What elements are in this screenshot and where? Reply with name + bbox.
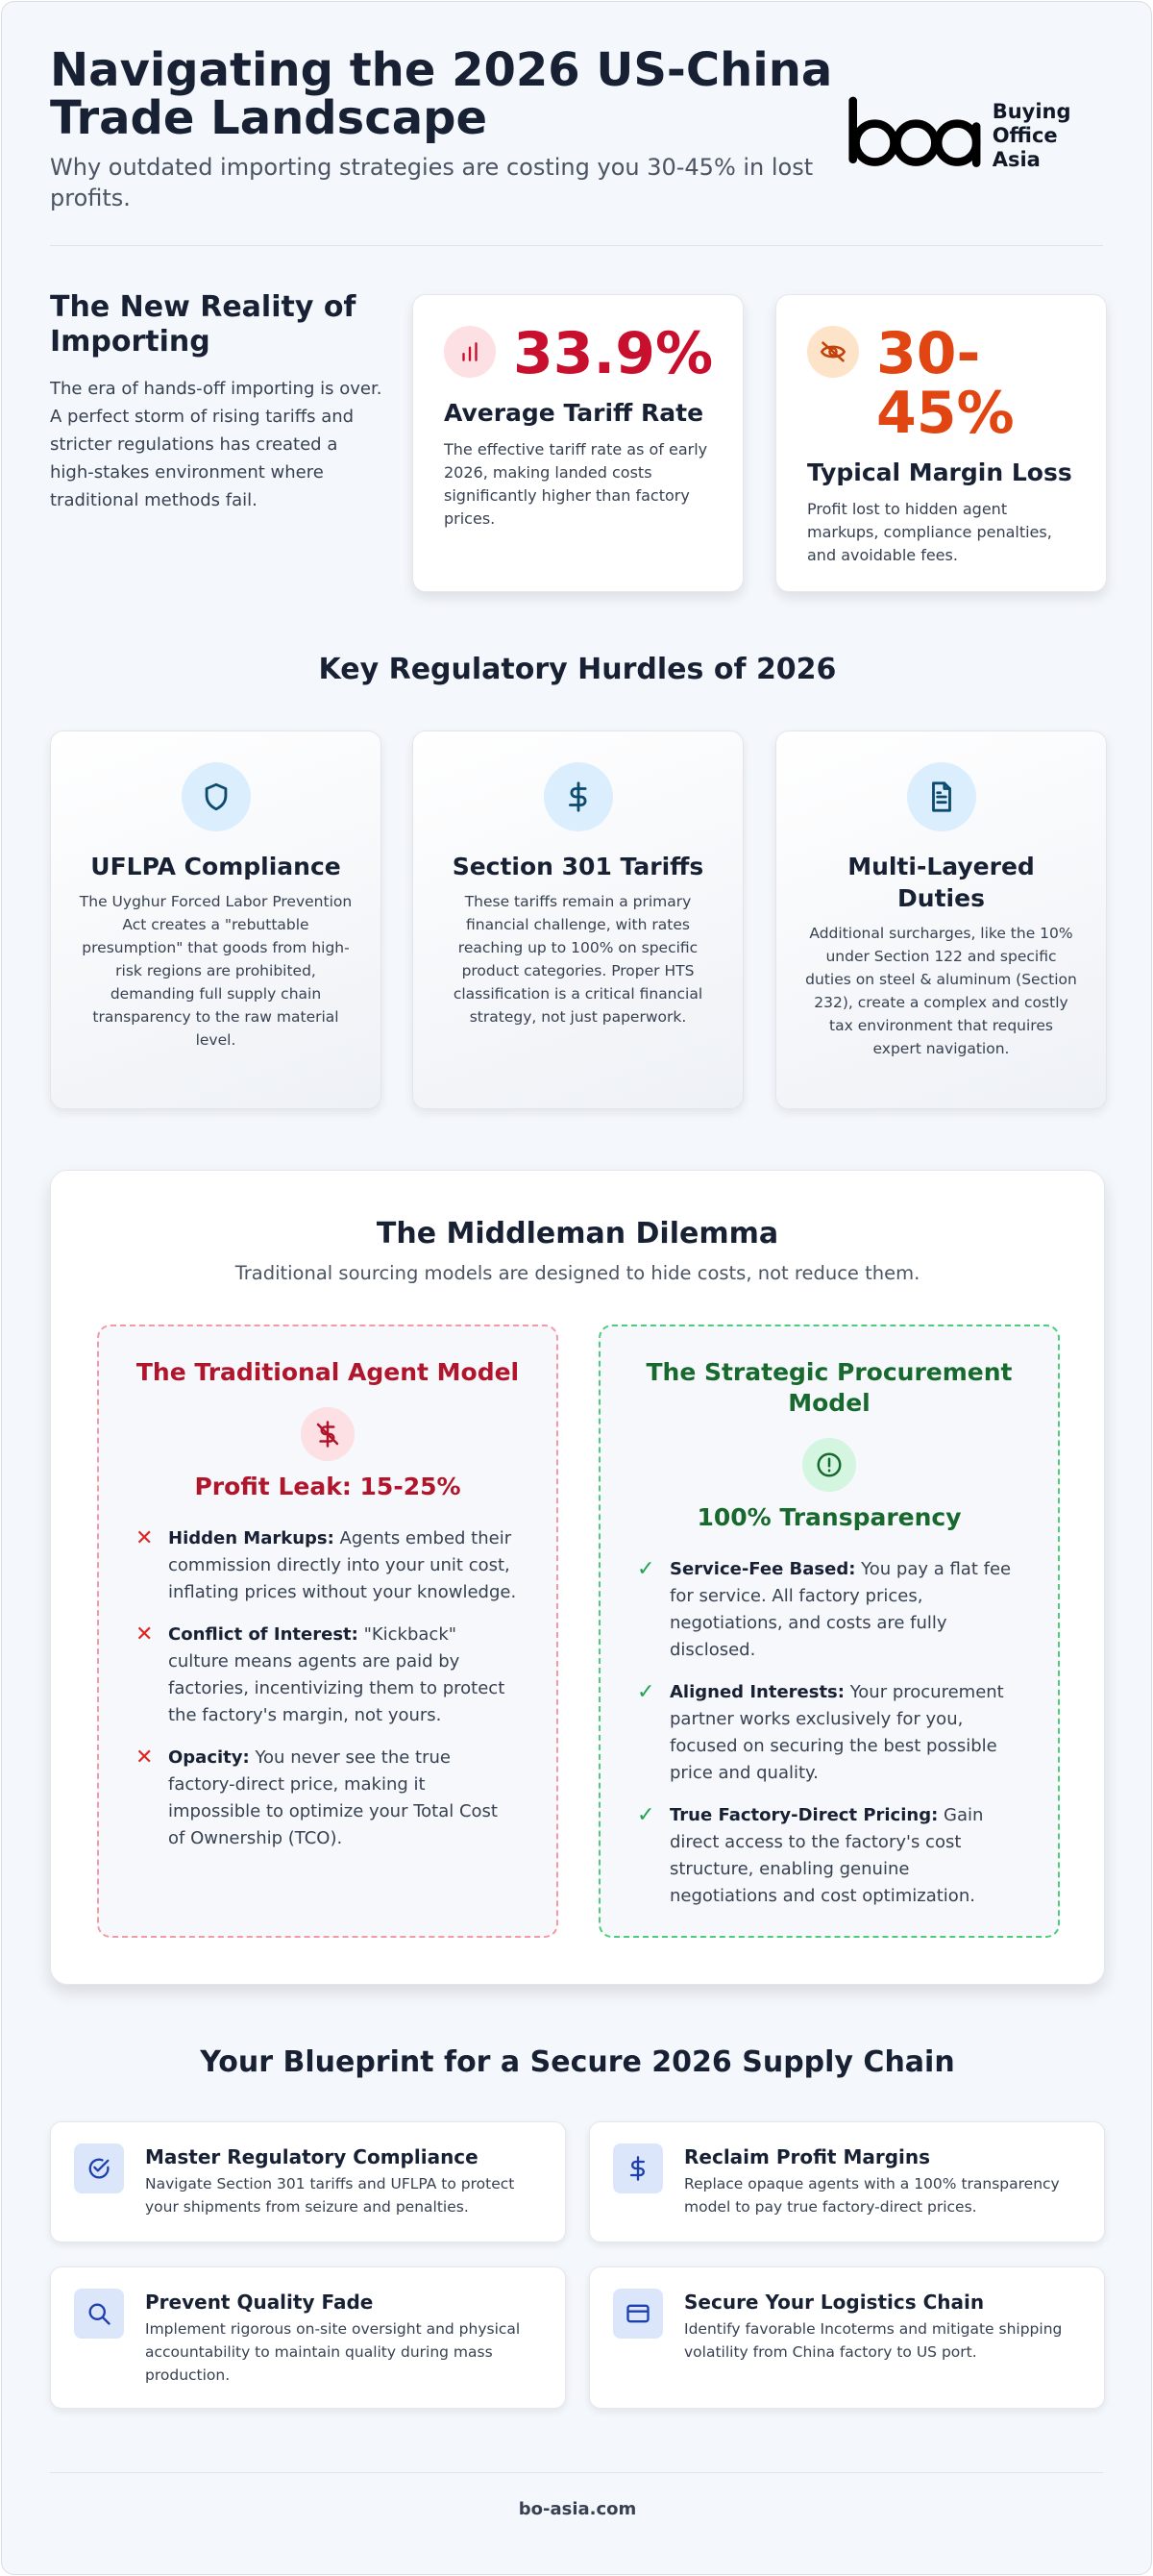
model-tag: Profit Leak: 15-25% — [194, 1473, 461, 1500]
hurdle-card-section-301 — [412, 731, 744, 1109]
footer-site-link[interactable]: bo-asia.com — [518, 2499, 637, 2519]
reality-text: The era of hands-off importing is over. A perfect storm of rising tariffs and stricter regulations has created a high-stakes environment where traditional methods fail. — [50, 379, 382, 510]
search-icon — [74, 2289, 124, 2339]
header-divider — [50, 245, 1103, 246]
blueprint-heading: Your Blueprint for a Secure 2026 Supply Chain — [200, 2045, 955, 2079]
model-title: The Strategic Procurement Model — [646, 1358, 1013, 1417]
hurdle-title: Multi-Layered Duties — [847, 853, 1035, 912]
hurdle-card-multi-layered — [775, 731, 1107, 1109]
stat-label: Average Tariff Rate — [444, 399, 704, 427]
strategic-procurement-model — [599, 1325, 1060, 1938]
x-icon: ✕ — [135, 1746, 154, 1770]
logo-line-2: Office Asia — [992, 123, 1058, 171]
point-label: Opacity: — [168, 1747, 250, 1768]
point-label: Hidden Markups: — [168, 1528, 334, 1548]
hurdle-description: The Uyghur Forced Labor Prevention Act creates a "rebuttable presumption" that goods from high-risk regions are prohibited, demanding full supply chain transparency to the raw material level. — [79, 893, 353, 1049]
dollar-icon — [544, 762, 613, 831]
list-item — [637, 1679, 1021, 1787]
reality-intro — [50, 290, 386, 514]
company-logo — [847, 92, 1107, 179]
traditional-agent-model — [97, 1325, 558, 1938]
check-icon: ✓ — [637, 1557, 655, 1581]
footer-divider — [50, 2472, 1103, 2473]
point-text: You never see the true factory-direct price, making it impossible to optimize your Total Cost of Ownership (TCO). — [168, 1747, 498, 1848]
stat-value: 33.9% — [513, 320, 714, 387]
hurdle-card-uflpa — [50, 731, 381, 1109]
stat-value: 30-45% — [876, 320, 1015, 447]
blueprint-card-quality — [50, 2266, 566, 2409]
x-icon: ✕ — [135, 1622, 154, 1647]
check-icon: ✓ — [637, 1680, 655, 1704]
hurdle-description: Additional surcharges, like the 10% under Section 122 and specific duties on steel & aluminum (Section 232), create a complex and costly tax environment that requires expert navigation. — [805, 925, 1077, 1057]
dilemma-subheading: Traditional sourcing models are designed to hide costs, not reduce them. — [234, 1262, 920, 1284]
credit-card-icon — [613, 2289, 663, 2339]
eye-slash-icon — [807, 326, 859, 378]
point-label: Service-Fee Based: — [670, 1559, 856, 1579]
blueprint-description: Implement rigorous on-site oversight and physical accountability to maintain quality during mass production. — [145, 2320, 521, 2384]
list-item — [637, 1802, 1021, 1910]
dilemma-heading: The Middleman Dilemma — [376, 1217, 779, 1251]
stat-description: The effective tariff rate as of early 2026, making landed costs significantly higher than factory prices. — [444, 440, 708, 528]
check-icon: ✓ — [637, 1803, 655, 1827]
blueprint-description: Navigate Section 301 tariffs and UFLPA to protect your shipments from seizure and penalties. — [145, 2175, 515, 2216]
stat-description: Profit lost to hidden agent markups, compliance penalties, and avoidable fees. — [807, 500, 1052, 564]
page-subtitle: Why outdated importing strategies are costing you 30-45% in lost profits. — [50, 154, 814, 211]
reality-heading: The New Reality of Importing — [50, 290, 356, 359]
hurdle-title: UFLPA Compliance — [90, 853, 341, 880]
blueprint-card-margins — [589, 2121, 1105, 2242]
dollar-icon — [613, 2143, 663, 2193]
list-item — [637, 1556, 1021, 1664]
blueprint-title: Secure Your Logistics Chain — [684, 2291, 985, 2314]
blueprint-card-logistics — [589, 2266, 1105, 2409]
model-title: The Traditional Agent Model — [135, 1358, 520, 1386]
blueprint-title: Reclaim Profit Margins — [684, 2145, 931, 2168]
stat-label: Typical Margin Loss — [807, 458, 1072, 486]
middleman-dilemma-panel — [50, 1170, 1105, 1985]
logo-wordmark — [993, 100, 1107, 172]
blueprint-card-compliance — [50, 2121, 566, 2242]
logo-line-1: Buying — [992, 99, 1071, 123]
point-label: Aligned Interests: — [670, 1682, 845, 1702]
hurdle-description: These tariffs remain a primary financial challenge, with rates reaching up to 100% on specific product categories. Proper HTS classification is a critical financial strategy, not just paperwork. — [453, 893, 703, 1026]
stat-card-tariff-rate — [412, 294, 744, 592]
point-text: Agents embed their commission directly into your unit cost, inflating prices without your knowledge. — [168, 1528, 517, 1602]
page-title: Navigating the 2026 US-China Trade Landscape — [50, 43, 833, 145]
bar-chart-icon — [444, 326, 496, 378]
document-icon — [907, 762, 976, 831]
point-text: "Kickback" culture means agents are paid by factories, incentivizing them to protect the factory's margin, not yours. — [168, 1624, 505, 1725]
dollar-slash-icon — [301, 1407, 355, 1461]
x-icon: ✕ — [135, 1526, 154, 1550]
boa-logo-mark — [847, 95, 985, 176]
list-item — [135, 1745, 520, 1852]
model-tag: 100% Transparency — [697, 1503, 962, 1531]
shield-icon — [182, 762, 251, 831]
check-badge-icon — [74, 2143, 124, 2193]
list-item — [135, 1525, 520, 1606]
infographic-page — [1, 1, 1152, 2575]
blueprint-description: Identify favorable Incoterms and mitigate shipping volatility from China factory to US port. — [684, 2320, 1063, 2361]
hurdle-title: Section 301 Tariffs — [452, 853, 704, 880]
list-item — [135, 1622, 520, 1729]
blueprint-description: Replace opaque agents with a 100% transparency model to pay true factory-direct prices. — [684, 2175, 1060, 2216]
point-label: True Factory-Direct Pricing: — [670, 1805, 939, 1825]
model-points — [637, 1556, 1021, 1910]
blueprint-title: Prevent Quality Fade — [145, 2291, 374, 2314]
point-text: You pay a flat fee for service. All factory prices, negotiations, and costs are fully disclosed. — [670, 1559, 1012, 1660]
blueprint-title: Master Regulatory Compliance — [145, 2145, 478, 2168]
model-points — [135, 1525, 520, 1852]
point-label: Conflict of Interest: — [168, 1624, 358, 1645]
point-text: Your procurement partner works exclusively for you, focused on securing the best possible price and quality. — [670, 1682, 1004, 1783]
header — [50, 43, 1107, 248]
point-text: Gain direct access to the factory's cost structure, enabling genuine negotiations and cost optimization. — [670, 1805, 984, 1906]
hurdles-heading: Key Regulatory Hurdles of 2026 — [318, 653, 837, 686]
stat-card-margin-loss — [775, 294, 1107, 592]
alert-circle-icon — [802, 1438, 856, 1492]
